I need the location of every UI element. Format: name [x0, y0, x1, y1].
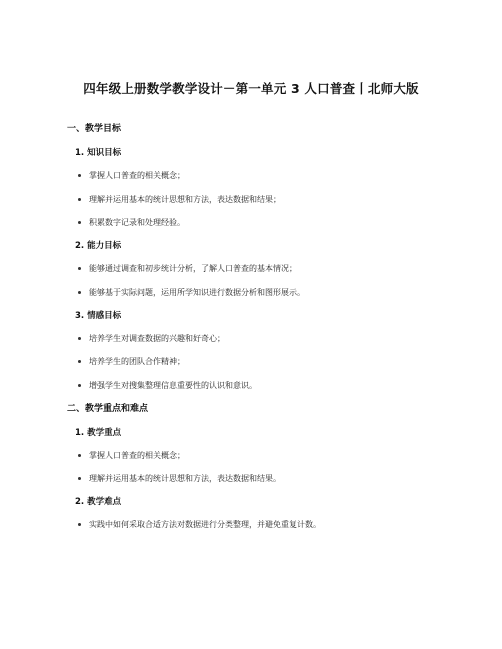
list-item-text: 掌握人口普查的相关概念； [89, 450, 185, 460]
list-item [67, 287, 447, 298]
bullet-list [67, 170, 447, 228]
list-item [67, 473, 447, 484]
bullet-icon [78, 477, 81, 480]
list-item [67, 194, 447, 205]
list-item [67, 356, 447, 367]
bullet-icon [78, 454, 81, 457]
section-heading: 一、教学目标 [67, 124, 122, 134]
section-heading: 二、教学重点和难点 [67, 403, 149, 414]
subsection-heading: 2. 教学难点 [75, 497, 122, 507]
bullet-list [67, 263, 447, 298]
list-item [67, 519, 447, 530]
bullet-list [67, 519, 447, 530]
bullet-icon [78, 360, 81, 363]
bullet-icon [78, 174, 81, 177]
subsection-heading: 1. 教学重点 [75, 427, 122, 438]
subsection-heading: 3. 情感目标 [75, 310, 122, 321]
subsection-heading: 1. 知识目标 [75, 148, 122, 158]
list-item-text: 掌握人口普查的相关概念； [89, 171, 185, 180]
document-title: 四年级上册数学教学设计－第一单元 3 人口普查丨北师大版 [83, 81, 419, 96]
bullet-icon [78, 267, 81, 270]
list-item-text: 理解并运用基本的统计思想和方法，表达数据和结果； [89, 194, 281, 204]
bullet-list [67, 450, 447, 485]
list-item-text: 增强学生对搜集整理信息重要性的认识和意识。 [89, 380, 257, 390]
subsection-heading: 2. 能力目标 [75, 241, 122, 251]
bullet-icon [78, 221, 81, 224]
list-item-text: 能够基于实际问题，运用所学知识进行数据分析和图形展示。 [89, 287, 305, 297]
bullet-icon [78, 523, 81, 526]
list-item [67, 217, 447, 228]
list-item-text: 理解并运用基本的统计思想和方法，表达数据和结果。 [89, 474, 281, 483]
list-item-text: 实践中如何采取合适方法对数据进行分类整理，并避免重复计数。 [89, 520, 321, 529]
list-item-text: 培养学生对调查数据的兴趣和好奇心； [89, 333, 225, 343]
bullet-icon [78, 291, 81, 294]
bullet-icon [78, 337, 81, 340]
bullet-list [67, 333, 447, 391]
bullet-icon [78, 198, 81, 201]
list-item-text: 培养学生的团队合作精神； [89, 357, 185, 366]
list-item [67, 263, 447, 274]
bullet-icon [78, 384, 81, 387]
document-body [67, 124, 447, 543]
list-item [67, 450, 447, 461]
list-item [67, 333, 447, 344]
list-item [67, 380, 447, 391]
list-item-text: 能够通过调查和初步统计分析，了解人口普查的基本情况； [89, 264, 297, 273]
list-item-text: 积累数字记录和处理经验。 [89, 218, 185, 227]
list-item [67, 170, 447, 181]
